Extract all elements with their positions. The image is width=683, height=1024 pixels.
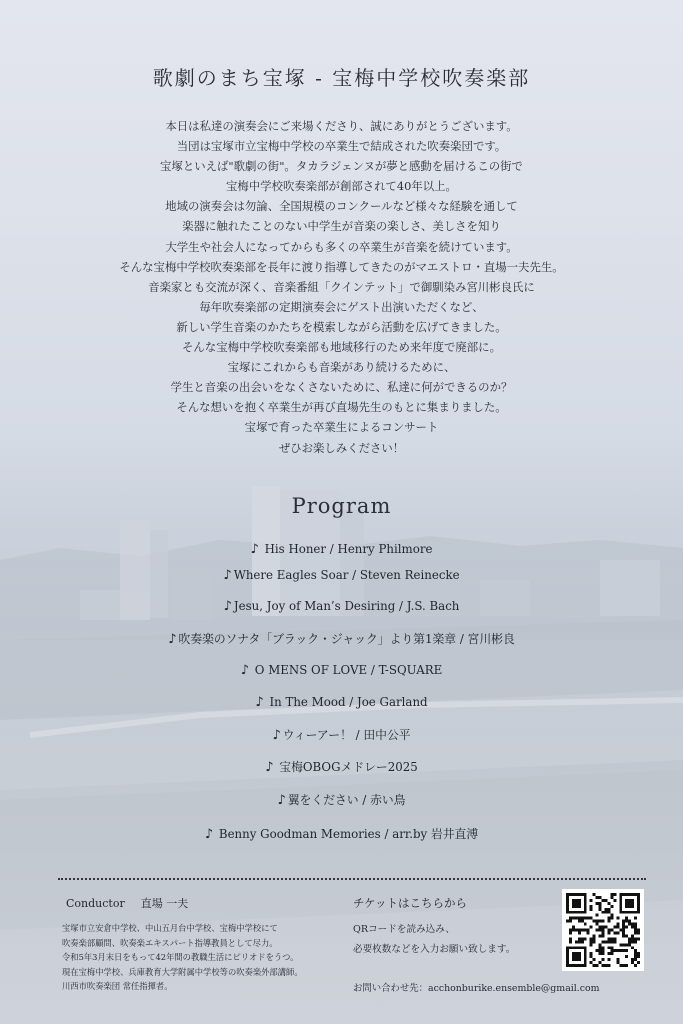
intro-line: 宝塚といえば"歌劇の街"。タカラジェンヌが夢と感動を届けるこの街で (160, 159, 523, 174)
music-note-icon: ♪ (223, 568, 232, 583)
program-item (0, 791, 683, 808)
bio-line: 川西市吹奏楽団 常任指揮者。 (62, 981, 173, 992)
program-item (0, 542, 683, 557)
music-note-icon: ♪ (250, 542, 259, 557)
qr-code-icon[interactable] (562, 889, 644, 971)
program-composer: / Joe Garland (345, 695, 428, 709)
ticket-line: 必要枚数などを入力お願い致します。 (353, 944, 516, 955)
bio-line: 宝塚市立安倉中学校、中山五月台中学校、宝梅中学校にて (62, 923, 278, 933)
program-heading: Program (291, 494, 392, 518)
conductor-role: Conductor (66, 897, 125, 910)
intro-line: 地域の演奏会は勿論、全国規模のコンクールなど様々な経験を通して (165, 199, 518, 214)
program-item (0, 630, 683, 647)
program-composer: / 赤い鳥 (358, 793, 406, 807)
ticket-instructions (353, 920, 515, 960)
program-title: Benny Goodman Memories (215, 827, 381, 841)
music-note-icon: ♪ (223, 599, 232, 614)
music-note-icon: ♪ (204, 827, 214, 842)
program-title: His Honer (260, 542, 327, 556)
program-title: O MENS OF LOVE (251, 663, 368, 677)
intro-line: ぜひお楽しみください！ (278, 440, 405, 455)
program-item (0, 568, 683, 583)
contact-email[interactable]: お問い合わせ先：acchonburike.ensemble@gmail.com (353, 983, 600, 994)
intro-line: 当団は宝塚市立宝梅中学校の卒業生で結成された吹奏楽団です。 (176, 139, 507, 154)
program-title: 翼をください (287, 793, 359, 807)
intro-line: 宝塚で育った卒業生によるコンサート (244, 420, 439, 435)
intro-line: 本日は私達の演奏会にご来場くださり、誠にありがとうございます。 (165, 119, 518, 133)
program-title: 吹奏楽のソナタ「ブラック・ジャック」より第1楽章 (178, 632, 457, 646)
music-note-icon: ♪ (168, 632, 177, 647)
intro-line: 音楽家とも交流が深く、音楽番組「クインテット」で御馴染み宮川彬良氏に (148, 279, 535, 294)
program-composer: / Henry Philmore (326, 542, 433, 556)
intro-line: 新しい学生音楽のかたちを模索しながら活動を広げてきました。 (176, 319, 507, 334)
conductor-name: 直場 一夫 (140, 897, 189, 910)
intro-line: 大学生や社会人になってからも多くの卒業生が音楽を続けています。 (165, 239, 518, 254)
ticket-line: QRコードを読み込み、 (353, 924, 456, 935)
program-composer: / Steven Reinecke (348, 568, 460, 582)
program-composer: / 田中公平 (351, 728, 411, 742)
dotted-divider (58, 878, 646, 880)
music-note-icon: ♪ (277, 793, 286, 808)
bio-line: 令和5年3月末日をもって42年間の教職生活にピリオドをうつ。 (62, 952, 299, 963)
program-item (0, 726, 683, 743)
intro-line: そんな宝梅中学校吹奏楽部も地域移行のため来年度で廃部に。 (182, 340, 501, 355)
intro-line: 宝梅中学校吹奏楽部が創部されて40年以上。 (226, 179, 457, 194)
program-composer: / T-SQUARE (367, 663, 443, 677)
music-note-icon: ♪ (265, 760, 274, 775)
program-item (0, 758, 683, 775)
intro-line: そんな想いを抱く卒業生が再び直場先生のもとに集まりました。 (176, 400, 507, 415)
conductor-heading (66, 895, 188, 911)
music-note-icon: ♪ (255, 695, 264, 710)
ticket-heading: チケットはこちらから (353, 896, 467, 910)
program-item (0, 663, 683, 678)
page-title: 歌劇のまち宝塚 - 宝梅中学校吹奏楽部 (152, 66, 531, 90)
program-item (0, 599, 683, 614)
intro-text (0, 116, 683, 458)
program-composer: / 宮川彬良 (456, 632, 515, 646)
conductor-bio (62, 921, 303, 994)
program-title: Where Eagles Soar (233, 568, 349, 582)
bio-line: 吹奏楽部顧問、吹奏楽エキスパート指導教員として尽力。 (62, 937, 278, 948)
program-title: Jesu, Joy of Man’s Desiring (233, 599, 396, 613)
music-note-icon: ♪ (240, 663, 250, 678)
program-item (0, 825, 683, 842)
program-title: In The Mood (265, 695, 346, 709)
intro-line: そんな宝梅中学校吹奏楽部を長年に渡り指導してきたのがマエストロ・直場一夫先生。 (119, 259, 564, 274)
program-composer: / arr.by 岩井直溥 (380, 827, 479, 841)
bio-line: 現在宝梅中学校、兵庫教育大学附属中学校等の吹奏楽外部講師。 (62, 966, 303, 977)
intro-line: 宝塚にこれからも音楽があり続けるために、 (227, 360, 456, 375)
intro-line: 楽器に触れたことのない中学生が音楽の楽しさ、美しさを知り (182, 219, 501, 234)
program-composer: / J.S. Bach (395, 599, 460, 613)
intro-line: 毎年吹奏楽部の定期演奏会にゲスト出演いただくなど、 (199, 299, 484, 314)
program-title: ウィーアー！ (282, 728, 352, 742)
program-item (0, 695, 683, 710)
music-note-icon: ♪ (272, 728, 281, 743)
program-title: 宝梅OBOGメドレー2025 (275, 760, 418, 774)
intro-line: 学生と音楽の出会いをなくさないために、私達に何ができるのか？ (170, 380, 513, 395)
